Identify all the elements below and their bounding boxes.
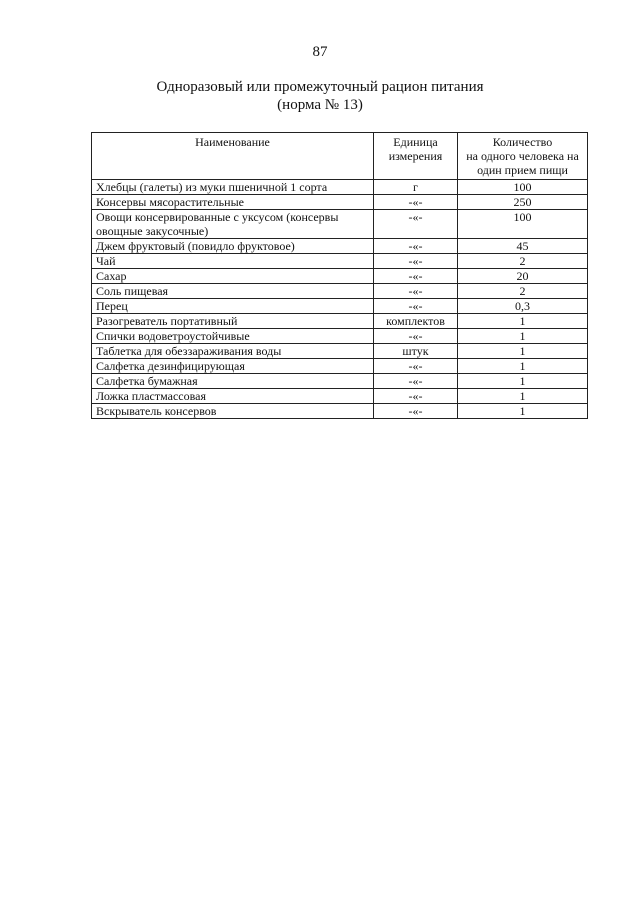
item-name-cell: Хлебцы (галеты) из муки пшеничной 1 сорта [92, 180, 374, 195]
unit-cell: -«- [374, 404, 458, 419]
unit-cell: -«- [374, 269, 458, 284]
table-row [92, 404, 588, 419]
unit-cell: -«- [374, 254, 458, 269]
header-qty-line-3: один прием пищи [477, 163, 568, 177]
unit-cell: -«- [374, 389, 458, 404]
quantity-cell: 1 [458, 404, 588, 419]
table-row [92, 359, 588, 374]
header-name: Наименование [92, 133, 374, 180]
unit-cell: -«- [374, 195, 458, 210]
unit-cell: -«- [374, 329, 458, 344]
quantity-cell: 250 [458, 195, 588, 210]
quantity-cell: 45 [458, 239, 588, 254]
unit-cell: комплектов [374, 314, 458, 329]
quantity-cell: 2 [458, 284, 588, 299]
unit-cell: -«- [374, 374, 458, 389]
header-unit-line-2: измерения [388, 149, 443, 163]
header-qty-line-2: на одного человека на [466, 149, 579, 163]
quantity-cell: 1 [458, 359, 588, 374]
quantity-cell: 1 [458, 389, 588, 404]
header-qty-line-1: Количество [492, 135, 553, 149]
item-name-cell: Таблетка для обеззараживания воды [92, 344, 374, 359]
item-name-cell: Вскрыватель консервов [92, 404, 374, 419]
table-row [92, 180, 588, 195]
item-name-cell: Салфетка дезинфицирующая [92, 359, 374, 374]
quantity-cell: 0,3 [458, 299, 588, 314]
table-row [92, 254, 588, 269]
unit-cell: г [374, 180, 458, 195]
page-number: 87 [312, 44, 328, 60]
quantity-cell: 1 [458, 344, 588, 359]
document-title [0, 78, 640, 114]
item-name-cell: Джем фруктовый (повидло фруктовое) [92, 239, 374, 254]
quantity-cell: 2 [458, 254, 588, 269]
table-row [92, 314, 588, 329]
table-row [92, 329, 588, 344]
item-name-cell: Соль пищевая [92, 284, 374, 299]
title-line-2: (норма № 13) [277, 97, 363, 113]
quantity-cell: 20 [458, 269, 588, 284]
quantity-cell: 1 [458, 329, 588, 344]
header-unit [374, 133, 458, 180]
table-row [92, 210, 588, 239]
header-quantity [458, 133, 588, 180]
quantity-cell: 100 [458, 210, 588, 239]
table-header-row [92, 133, 588, 180]
table-row [92, 374, 588, 389]
table-row [92, 284, 588, 299]
table-row [92, 239, 588, 254]
item-name-cell: Овощи консервированные с уксусом (консервы овощные закусочные) [92, 210, 374, 239]
item-name-cell: Консервы мясорастительные [92, 195, 374, 210]
table-row [92, 344, 588, 359]
unit-cell: штук [374, 344, 458, 359]
item-name-cell: Чай [92, 254, 374, 269]
item-name-cell: Ложка пластмассовая [92, 389, 374, 404]
unit-cell: -«- [374, 299, 458, 314]
unit-cell: -«- [374, 239, 458, 254]
header-unit-line-1: Единица [393, 135, 438, 149]
item-name-cell: Перец [92, 299, 374, 314]
item-name-cell: Разогреватель портативный [92, 314, 374, 329]
table-row [92, 299, 588, 314]
quantity-cell: 1 [458, 374, 588, 389]
item-name-cell: Салфетка бумажная [92, 374, 374, 389]
table-row [92, 195, 588, 210]
ration-table [91, 132, 588, 419]
unit-cell: -«- [374, 284, 458, 299]
title-line-1: Одноразовый или промежуточный рацион питания [156, 79, 484, 95]
table-row [92, 389, 588, 404]
quantity-cell: 100 [458, 180, 588, 195]
unit-cell: -«- [374, 210, 458, 239]
table-row [92, 269, 588, 284]
item-name-cell: Спички водоветроустойчивые [92, 329, 374, 344]
item-name-cell: Сахар [92, 269, 374, 284]
unit-cell: -«- [374, 359, 458, 374]
quantity-cell: 1 [458, 314, 588, 329]
